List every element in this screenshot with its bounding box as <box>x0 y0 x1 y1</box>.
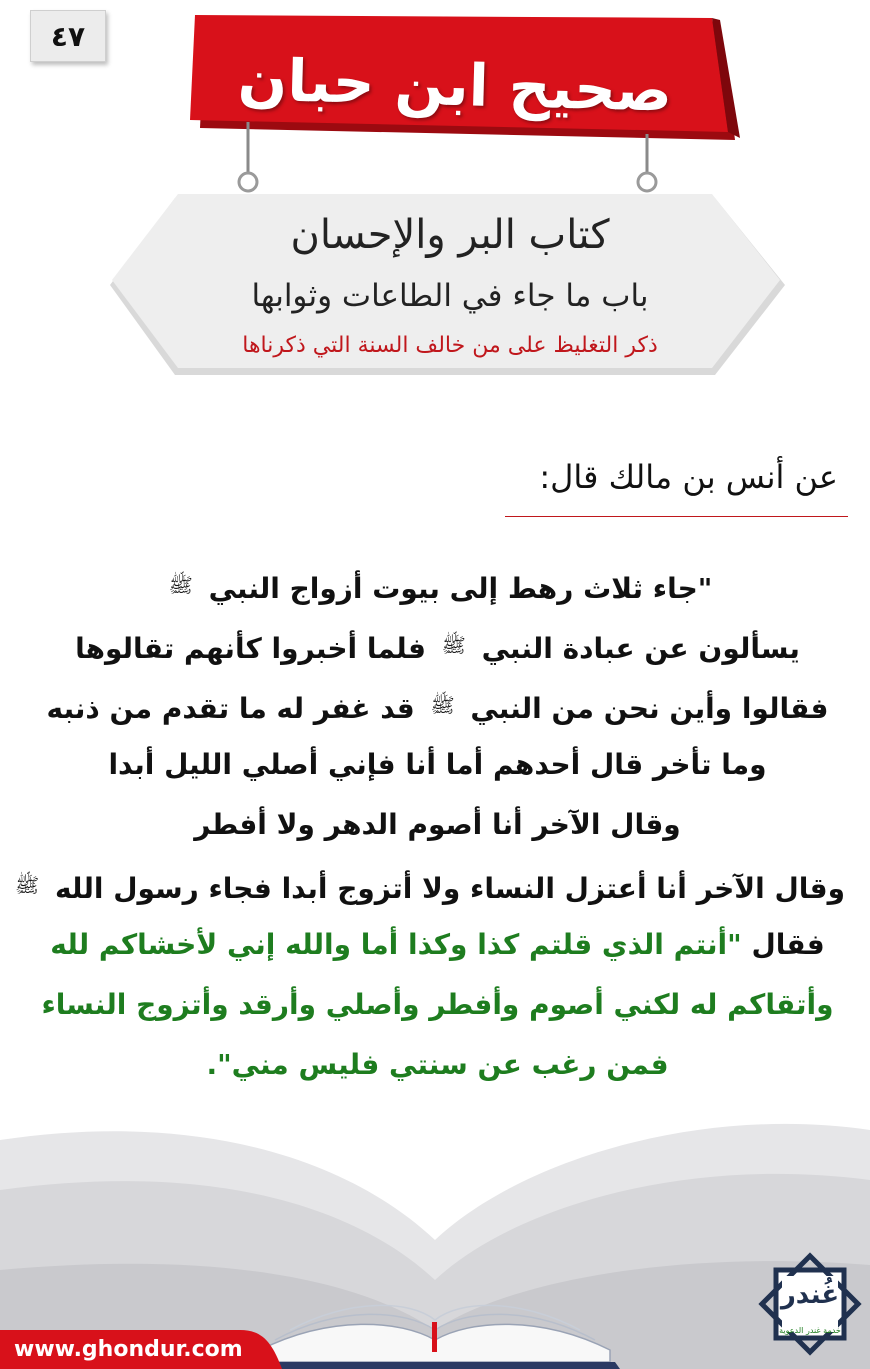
hadith-line-text: فقال <box>751 928 825 961</box>
hadith-line-text: فلما أخبروا كأنهم تقالوها <box>75 632 426 665</box>
logo-subtitle: خدمة غندر الدعوية <box>779 1326 841 1335</box>
subchapter-title: ذكر التغليظ على من خالف السنة التي ذكرناها <box>242 333 658 358</box>
hadith-line-text: وما تأخر قال أحدهم أما أنا فإني أصلي الليل أبدا <box>108 748 767 781</box>
prophet-quote-text: "أنتم الذي قلتم كذا وكذا أما والله إني لأخشاكم لله <box>50 928 742 961</box>
book-title: كتاب البر والإحسان <box>290 212 610 258</box>
salutation-icon: ﷺ <box>441 633 466 657</box>
prophet-quote-text: فمن رغب عن سنتي فليس مني". <box>206 1048 669 1081</box>
salutation-icon: ﷺ <box>430 693 455 717</box>
hadith-line <box>30 675 845 735</box>
logo-wordmark: غُندر <box>780 1280 840 1310</box>
salutation-icon: ﷺ <box>15 873 40 897</box>
hadith-text <box>15 555 845 1095</box>
hadith-line <box>15 855 845 915</box>
hadith-line <box>30 975 845 1035</box>
hadith-line <box>30 615 845 675</box>
hadith-line-text: وقال الآخر أنا أعتزل النساء ولا أتزوج أبدا فجاء رسول الله <box>54 872 845 905</box>
hadith-line <box>30 795 845 855</box>
hadith-line <box>30 735 845 795</box>
page-number-badge: ٤٧ <box>30 10 106 62</box>
chapter-title: باب ما جاء في الطاعات وثوابها <box>251 278 649 314</box>
hadith-line-text: يسألون عن عبادة النبي <box>481 632 800 665</box>
hadith-line <box>30 915 845 975</box>
salutation-icon: ﷺ <box>168 573 193 597</box>
hadith-line-text: قد غفر له ما تقدم من ذنبه <box>46 692 415 725</box>
narrator-divider <box>505 516 848 517</box>
hadith-line <box>30 555 845 615</box>
banner-title: صحيح ابن حبان <box>237 45 673 125</box>
website-link[interactable]: www.ghondur.com <box>14 1337 243 1362</box>
narrator-heading: عن أنس بن مالك قال: <box>539 458 838 496</box>
hadith-line-text: فقالوا وأين نحن من النبي <box>470 692 829 725</box>
hadith-line-text: وقال الآخر أنا أصوم الدهر ولا أفطر <box>194 808 681 841</box>
hadith-line <box>30 1035 845 1095</box>
prophet-quote-text: وأتقاكم له لكني أصوم وأفطر وأصلي وأرقد وأتزوج النساء <box>41 988 834 1021</box>
hadith-line-text: "جاء ثلاث رهط إلى بيوت أزواج النبي <box>208 572 713 605</box>
